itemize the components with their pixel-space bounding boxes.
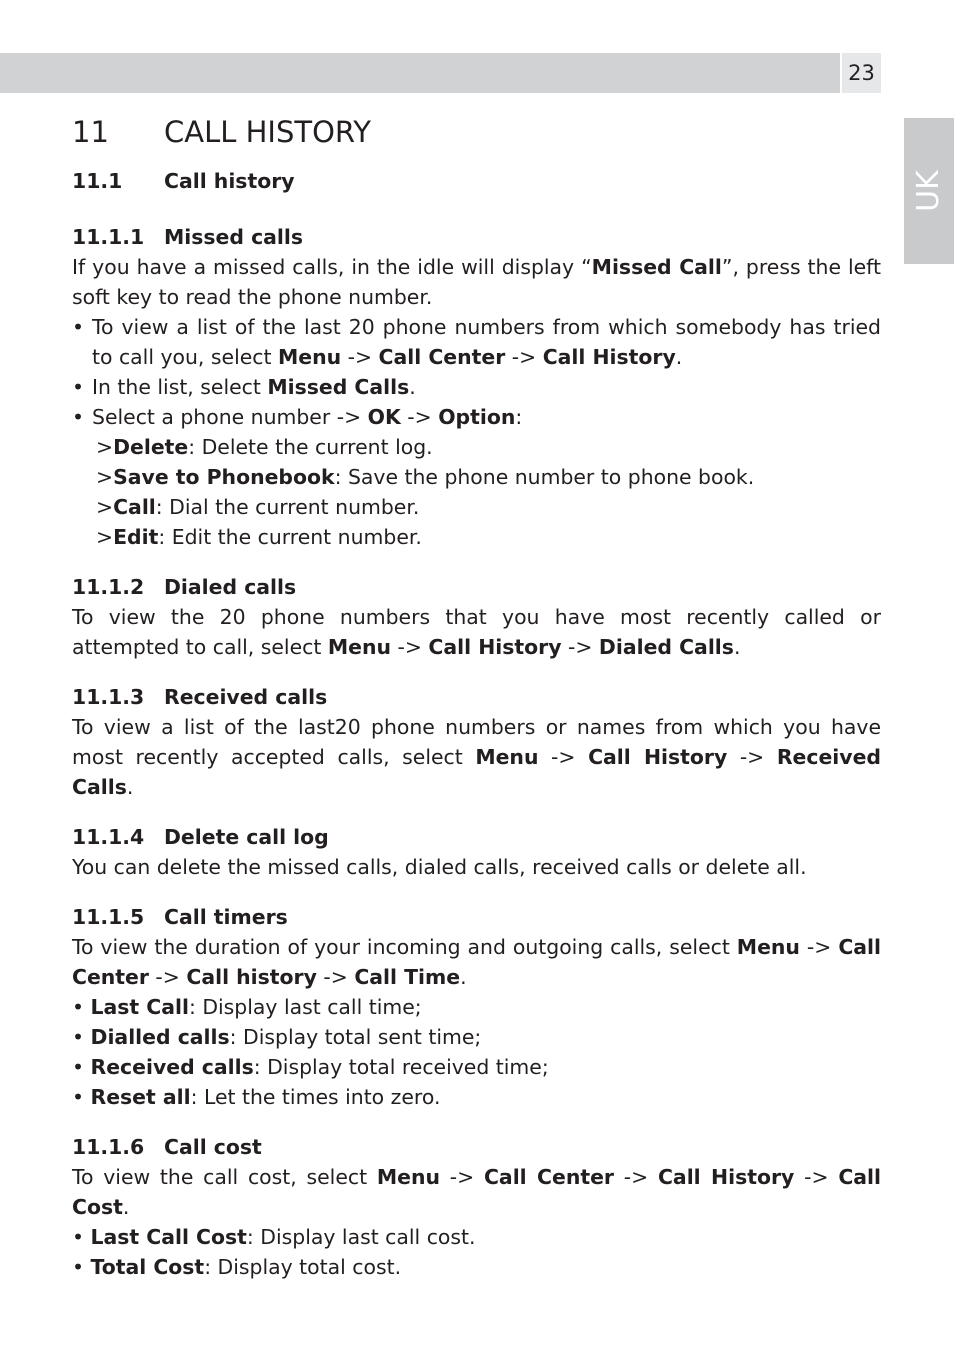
language-tab (904, 118, 954, 264)
option-marker: > (96, 495, 114, 519)
bold-text: Call History (542, 345, 676, 369)
bold-text: Call (113, 495, 156, 519)
bold-text: Delete (113, 435, 189, 459)
list-item (72, 312, 881, 372)
bullet: • (72, 1225, 85, 1249)
bold-text: Menu (327, 635, 391, 659)
bold-text: Option (438, 405, 516, 429)
text: -> (148, 965, 187, 989)
text: -> (440, 1165, 484, 1189)
text: : Display total received time; (253, 1055, 549, 1079)
text: : Display last call cost. (246, 1225, 476, 1249)
heading-number: 11.1.2 (72, 575, 145, 599)
chapter-number: 11 (72, 115, 109, 149)
option-marker: > (96, 435, 114, 459)
dialed-calls-heading (72, 572, 881, 602)
bold-text: Call Center (483, 1165, 614, 1189)
option-item (72, 522, 881, 552)
bullet: • (72, 995, 85, 1019)
option-marker: > (96, 465, 114, 489)
heading-title: Dialed calls (164, 575, 297, 599)
heading-number: 11.1.6 (72, 1135, 145, 1159)
heading-title: Received calls (164, 685, 328, 709)
section-title: Call history (164, 169, 295, 193)
bold-text: Missed Call (591, 255, 722, 279)
bold-text: Call History (428, 635, 562, 659)
text: To view the 20 phone numbers that you have most recently called or attempted to call, select (72, 605, 881, 659)
text: : Delete the current log. (188, 435, 433, 459)
text: . (122, 1195, 130, 1219)
bold-text: Menu (376, 1165, 440, 1189)
bold-text: Call Center (72, 935, 882, 989)
list-item (72, 1052, 881, 1082)
text: : Let the times into zero. (190, 1085, 441, 1109)
bold-text: Call history (186, 965, 317, 989)
heading-title: Call timers (164, 905, 288, 929)
bold-text: Edit (113, 525, 159, 549)
text: If you have a missed calls, in the idle will display “ (72, 255, 592, 279)
bold-text: Call History (588, 745, 728, 769)
text: -> (794, 1165, 839, 1189)
text: . (409, 375, 416, 399)
bold-text: Missed Calls (267, 375, 410, 399)
text: ”, press the left soft key to read the phone number. (72, 255, 882, 309)
text: : Display total sent time; (229, 1025, 482, 1049)
page-content (72, 110, 881, 1302)
section-number: 11.1 (72, 169, 123, 193)
call-cost-heading (72, 1132, 881, 1162)
text: : Display last call time; (188, 995, 422, 1019)
delete-call-log-section (72, 822, 881, 882)
section-heading (72, 166, 881, 196)
chapter-title: CALL HISTORY (164, 115, 371, 149)
received-calls-section (72, 682, 881, 802)
bullet: • (72, 375, 85, 399)
list-item (72, 372, 881, 402)
bold-text: Last Call Cost (90, 1225, 247, 1249)
list-item (72, 1022, 881, 1052)
bullet: • (72, 315, 85, 339)
option-item (72, 462, 881, 492)
call-timers-heading (72, 902, 881, 932)
text: : Edit the current number. (158, 525, 422, 549)
text: . (675, 345, 683, 369)
bullet: • (72, 1055, 85, 1079)
call-cost-paragraph (72, 1162, 881, 1222)
option-item (72, 492, 881, 522)
heading-title: Call cost (164, 1135, 262, 1159)
bold-text: Last Call (90, 995, 189, 1019)
page-number: 23 (842, 53, 881, 93)
text: : (515, 405, 523, 429)
bullet: • (72, 1085, 85, 1109)
bold-text: Dialled calls (90, 1025, 230, 1049)
bold-text: Call Cost (72, 1165, 882, 1219)
list-item (72, 402, 881, 432)
delete-call-log-heading (72, 822, 881, 852)
language-tab-label: UK (911, 170, 946, 212)
list-item (72, 1252, 881, 1282)
call-timers-section (72, 902, 881, 1112)
bold-text: Total Cost (90, 1255, 205, 1279)
text: Select a phone number -> (92, 405, 368, 429)
list-item (72, 992, 881, 1022)
dialed-calls-paragraph (72, 602, 881, 662)
bold-text: OK (367, 405, 401, 429)
bold-text: Call Time (354, 965, 461, 989)
missed-calls-section (72, 222, 881, 552)
call-timers-paragraph (72, 932, 881, 992)
delete-call-log-paragraph: You can delete the missed calls, dialed calls, received calls or delete all. (72, 855, 807, 879)
chapter-heading (72, 110, 881, 154)
call-cost-section (72, 1132, 881, 1282)
option-item (72, 432, 881, 462)
text: To view the duration of your incoming and outgoing calls, select (72, 935, 737, 959)
text: -> (316, 965, 355, 989)
received-calls-paragraph (72, 712, 881, 802)
text: To view a list of the last 20 phone numbers from which somebody has tried to call you, select (92, 315, 881, 369)
bullet: • (72, 1255, 85, 1279)
text: To view the call cost, select (72, 1165, 377, 1189)
bold-text: Reset all (90, 1085, 191, 1109)
list-item (72, 1082, 881, 1112)
text: : Dial the current number. (155, 495, 420, 519)
heading-number: 11.1.5 (72, 905, 145, 929)
text: . (460, 965, 467, 989)
bold-text: Menu (277, 345, 342, 369)
text: In the list, select (92, 375, 268, 399)
received-calls-heading (72, 682, 881, 712)
list-item (72, 1222, 881, 1252)
text: : Display total cost. (204, 1255, 402, 1279)
missed-calls-heading (72, 222, 881, 252)
bold-text: Received calls (90, 1055, 254, 1079)
missed-calls-paragraph (72, 252, 881, 312)
bold-text: Dialed Calls (598, 635, 734, 659)
text: -> (561, 635, 599, 659)
text: . (126, 775, 134, 799)
header-bar (0, 53, 840, 93)
text: -> (505, 345, 543, 369)
bold-text: Save to Phonebook (113, 465, 335, 489)
text: -> (390, 635, 429, 659)
heading-number: 11.1.1 (72, 225, 145, 249)
heading-title: Delete call log (164, 825, 329, 849)
text: -> (400, 405, 439, 429)
bold-text: Menu (736, 935, 800, 959)
text: -> (799, 935, 839, 959)
text: . (733, 635, 741, 659)
text: -> (341, 345, 379, 369)
text: To view a list of the last20 phone numbers or names from which you have most recently accepted calls, select (72, 715, 881, 769)
heading-number: 11.1.3 (72, 685, 145, 709)
heading-title: Missed calls (164, 225, 304, 249)
bold-text: Menu (475, 745, 539, 769)
option-marker: > (96, 525, 114, 549)
bullet: • (72, 405, 85, 429)
bold-text: Call History (657, 1165, 795, 1189)
text: : Save the phone number to phone book. (334, 465, 755, 489)
text: -> (727, 745, 777, 769)
text: -> (538, 745, 589, 769)
bullet: • (72, 1025, 85, 1049)
heading-number: 11.1.4 (72, 825, 145, 849)
dialed-calls-section (72, 572, 881, 662)
text: -> (614, 1165, 658, 1189)
bold-text: Call Center (378, 345, 506, 369)
bold-text: Received Calls (72, 745, 881, 799)
